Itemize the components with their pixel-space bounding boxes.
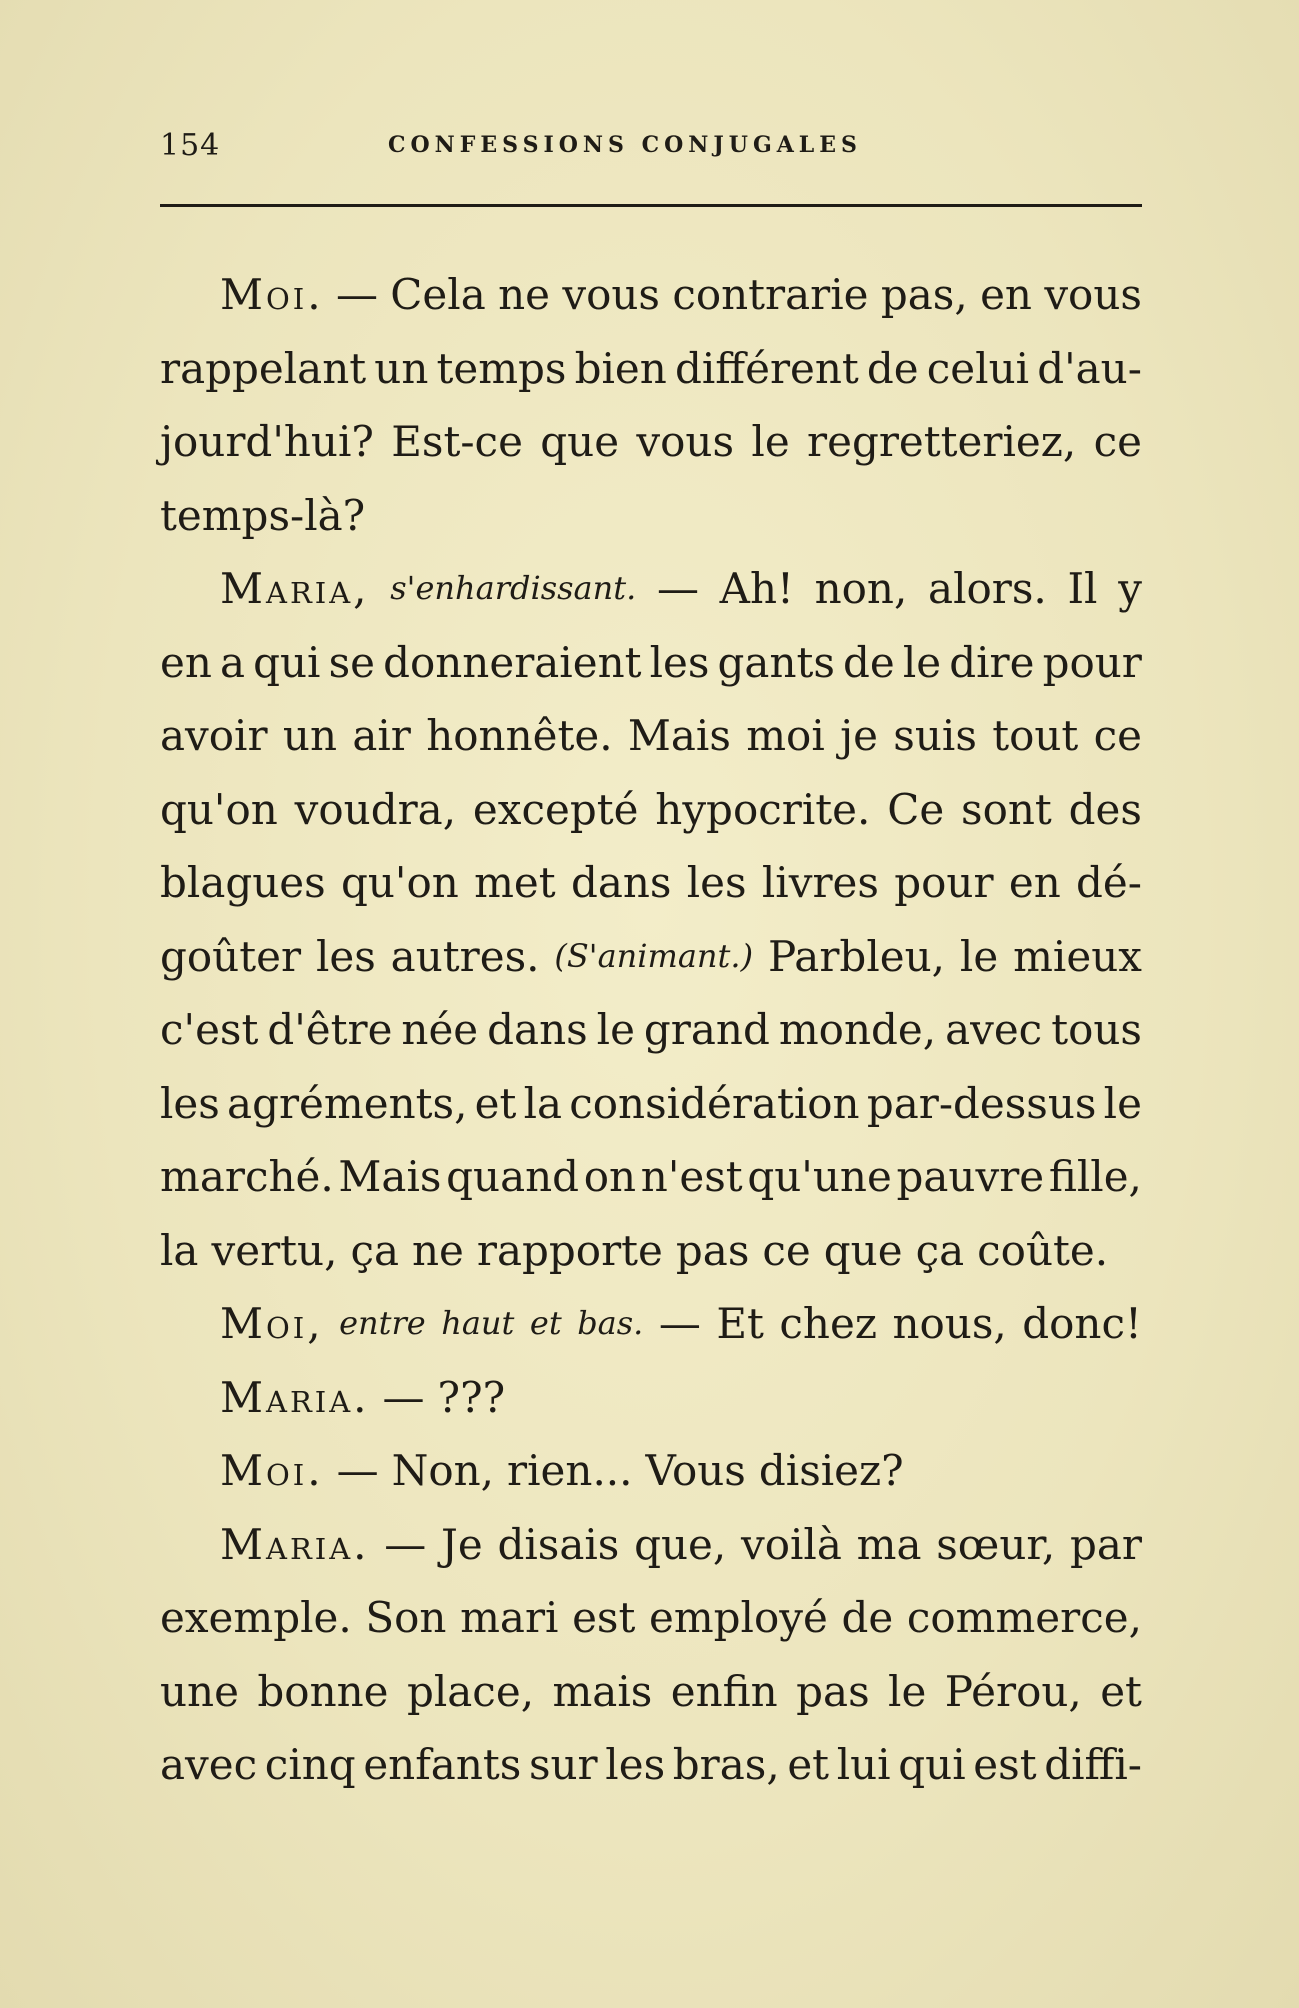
word: autres. [390, 931, 540, 981]
body-text [160, 258, 1142, 1802]
word: la [160, 1225, 199, 1275]
word: exemple. [160, 1593, 352, 1642]
word: alors. [928, 564, 1047, 613]
word: le [596, 1005, 635, 1054]
word: les [649, 637, 710, 687]
word: chez [779, 1299, 877, 1348]
speaker-name: Maria. [220, 1519, 370, 1569]
word: n'est [640, 1152, 743, 1201]
word: d'au- [1037, 343, 1142, 393]
speaker-name: Moi. [220, 1446, 324, 1495]
word: Est-ce [391, 417, 523, 466]
word: Ce [887, 784, 945, 834]
word: dé- [1076, 858, 1142, 907]
word: place, [406, 1666, 535, 1716]
word: bien [574, 343, 667, 393]
word: et [1100, 1666, 1142, 1716]
word: — [336, 1446, 379, 1495]
word: ce [1093, 711, 1142, 760]
word: coûte. [977, 1225, 1109, 1275]
word: Parbleu, [767, 931, 946, 981]
word: et [787, 1740, 830, 1789]
word: est [572, 1593, 636, 1642]
word: c'est [160, 1005, 259, 1054]
word: moi [746, 711, 825, 760]
word: pas, [880, 270, 968, 319]
text-line [160, 773, 1142, 847]
word: bonne [257, 1666, 389, 1716]
word: qu'on [160, 784, 278, 834]
word: pas [675, 1225, 750, 1275]
word: Mais [338, 1152, 442, 1201]
word: marché. [160, 1152, 334, 1201]
word: les [160, 1078, 220, 1128]
word: pas [796, 1666, 870, 1716]
word: regretteriez, [807, 417, 1077, 466]
word: vertu, [211, 1225, 338, 1275]
word: mari [460, 1593, 559, 1642]
word: quand [446, 1152, 580, 1201]
word: le [1103, 1078, 1142, 1128]
word: air [352, 711, 411, 760]
word: les [686, 858, 747, 907]
text-line [160, 1581, 1142, 1655]
word: agréments, [227, 1078, 468, 1128]
word: cinq [264, 1740, 356, 1789]
word: commerce, [906, 1593, 1142, 1642]
text-line [160, 332, 1142, 406]
word: et [474, 1078, 517, 1128]
word: sur [528, 1740, 598, 1789]
stage-direction: (S'animant.) [554, 936, 754, 975]
word: rien... [507, 1446, 633, 1495]
word: suis [893, 711, 977, 760]
word: considération [569, 1078, 860, 1128]
word: se [328, 637, 375, 687]
word: dans [570, 858, 672, 907]
page-number: 154 [160, 128, 221, 163]
page-header [160, 128, 1142, 168]
word: pour [894, 858, 994, 907]
word: je [840, 711, 878, 760]
word: goûter [160, 931, 302, 981]
word: donneraient [383, 637, 642, 687]
word: temps [436, 343, 567, 393]
word: par [1069, 1519, 1142, 1569]
word: née [401, 1005, 479, 1054]
word: bras, [672, 1740, 780, 1789]
word: qu'on [340, 858, 459, 907]
word: avec [160, 1740, 258, 1789]
text-line [160, 552, 1142, 626]
stage-direction: s'enhardissant. [390, 569, 637, 607]
text-line [160, 258, 1142, 332]
word: blagues [160, 858, 326, 907]
header-rule [160, 204, 1142, 207]
word: grand [643, 1005, 770, 1054]
word: vous [1044, 270, 1142, 319]
word: avec [945, 1005, 1043, 1054]
word: les [315, 931, 376, 981]
word: hypocrite. [655, 784, 871, 834]
word: Il [1067, 564, 1098, 613]
word: dire [949, 637, 1035, 687]
text-line [160, 1728, 1142, 1802]
text-line [160, 626, 1142, 700]
word: sont [961, 784, 1052, 834]
word: gants [717, 637, 835, 687]
word: vous [562, 270, 660, 319]
word: — [658, 1299, 701, 1348]
word: vous [636, 417, 735, 466]
text-line [160, 920, 1142, 994]
word: ce [762, 1225, 811, 1275]
word: enfin [670, 1666, 778, 1716]
word: en [980, 270, 1032, 319]
word: — [382, 1372, 425, 1422]
word: est [973, 1740, 1037, 1789]
word: monde, [778, 1005, 937, 1054]
word: pauvre [896, 1152, 1045, 1201]
word: donc! [1022, 1299, 1142, 1348]
word: nous, [892, 1299, 1007, 1348]
text-line [160, 1361, 1142, 1435]
word: voudra, [294, 784, 457, 834]
word: ne [412, 1225, 464, 1275]
word: le [902, 637, 942, 687]
word: livres [761, 858, 879, 907]
word: non, [814, 564, 908, 613]
stage-direction: entre [339, 1304, 426, 1342]
word: tous [1051, 1005, 1142, 1054]
word: disiez? [758, 1446, 904, 1495]
text-line [160, 479, 1142, 553]
word: d'être [267, 1005, 393, 1054]
stage-direction: bas. [577, 1304, 644, 1342]
text-line [160, 1214, 1142, 1288]
word: les [605, 1740, 666, 1789]
word: — [384, 1519, 427, 1569]
word: voilà [740, 1519, 842, 1569]
word: ne [498, 270, 550, 319]
word: en [1008, 858, 1061, 907]
word: Mais [627, 711, 731, 760]
word: Non, [391, 1446, 495, 1495]
word: Cela [390, 270, 486, 319]
word: Vous [645, 1446, 746, 1495]
word: temps-là? [160, 490, 366, 540]
word: rapporte [476, 1225, 663, 1275]
word: que, [634, 1519, 727, 1569]
word: le [959, 931, 999, 981]
word: qui [898, 1740, 966, 1789]
word: pour [1042, 637, 1142, 687]
word: ça [915, 1225, 965, 1275]
word: dans [487, 1005, 588, 1054]
running-title: CONFESSIONS CONJUGALES [388, 132, 862, 158]
word: de [866, 343, 919, 393]
word: on [583, 1152, 637, 1201]
text-line [160, 699, 1142, 773]
word: lui [836, 1740, 891, 1789]
word: fille, [1048, 1152, 1142, 1201]
word: qui [253, 637, 321, 687]
word: excepté [472, 784, 639, 834]
word: enfants [363, 1740, 522, 1789]
speaker-name: Maria. [220, 1372, 370, 1422]
word: — [335, 270, 378, 319]
stage-direction: haut [441, 1304, 515, 1342]
word: Son [365, 1593, 447, 1642]
text-line [160, 1067, 1142, 1141]
word: ça [350, 1225, 399, 1275]
word: jourd'hui? [160, 417, 374, 466]
word: y [1118, 564, 1142, 613]
speaker-name: Moi, [220, 1299, 324, 1348]
word: diffi- [1044, 1740, 1142, 1789]
word: en [160, 637, 212, 687]
word: met [474, 858, 556, 907]
word: le [888, 1666, 927, 1716]
word: le [751, 417, 790, 466]
text-line [160, 1655, 1142, 1729]
word: ??? [437, 1372, 506, 1422]
text-line [160, 1287, 1142, 1361]
word: — [656, 564, 699, 613]
speaker-name: Moi. [220, 270, 324, 319]
word: de [841, 1593, 894, 1642]
word: que [540, 417, 620, 466]
word: mieux [1013, 931, 1142, 981]
word: honnête. [426, 711, 613, 760]
text-line [160, 993, 1142, 1067]
word: un [282, 711, 337, 760]
stage-direction: et [529, 1304, 562, 1342]
word: tout [992, 711, 1079, 760]
text-line [160, 1434, 1142, 1508]
word: par-dessus [866, 1078, 1097, 1128]
word: des [1068, 784, 1142, 834]
word: contrarie [672, 270, 869, 319]
word: de [843, 637, 895, 687]
word: disais [497, 1519, 620, 1569]
speaker-name: Maria, [220, 564, 370, 613]
word: rappelant [160, 343, 367, 393]
word: Pérou, [944, 1666, 1082, 1716]
word: Ah! [719, 564, 794, 613]
word: un [374, 343, 429, 393]
word: Et [716, 1299, 764, 1348]
word: ma [856, 1519, 922, 1569]
word: Je [441, 1519, 483, 1569]
text-line [160, 1508, 1142, 1582]
word: ce [1093, 417, 1142, 466]
word: avoir [160, 711, 268, 760]
text-line [160, 405, 1142, 479]
word: employé [648, 1593, 828, 1642]
word: sœur, [936, 1519, 1056, 1569]
text-line [160, 1140, 1142, 1214]
text-line [160, 846, 1142, 920]
word: qu'une [747, 1152, 892, 1201]
word: une [160, 1666, 239, 1716]
word: mais [552, 1666, 653, 1716]
word: que [823, 1225, 903, 1275]
word: la [523, 1078, 563, 1128]
word: a [219, 637, 246, 687]
word: différent [674, 343, 859, 393]
word: celui [926, 343, 1030, 393]
